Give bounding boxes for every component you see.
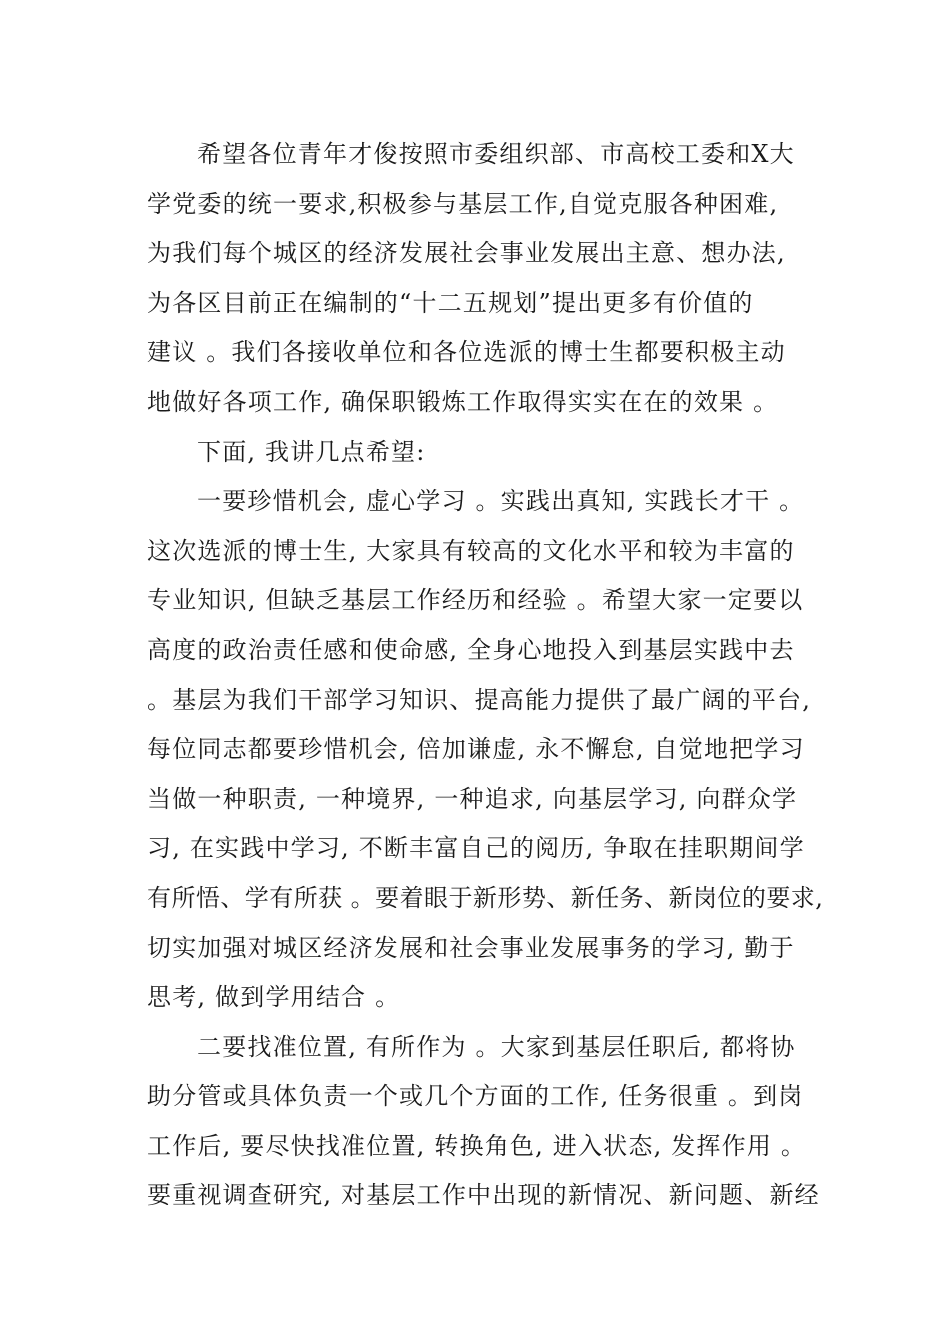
text-line: 工作后, 要尽快找准位置, 转换角色, 进入状态, 发挥作用 。: [147, 1131, 807, 1160]
text-line: 助分管或具体负责一个或几个方面的工作, 任务很重 。到岗: [147, 1082, 804, 1111]
text-line: 为我们每个城区的经济发展社会事业发展出主意、想办法,: [147, 239, 786, 268]
text-line: 二要找准位置, 有所作为 。大家到基层任职后, 都将协: [197, 1032, 796, 1061]
text-line: 高度的政治责任感和使命感, 全身心地投入到基层实践中去: [147, 635, 795, 664]
text-line: 。基层为我们干部学习知识、提高能力提供了最广阔的平台,: [147, 685, 812, 714]
text-line: 专业知识, 但缺乏基层工作经历和经验 。希望大家一定要以: [147, 586, 804, 615]
text-line: 切实加强对城区经济发展和社会事业发展事务的学习, 勤于: [147, 933, 795, 962]
text-line: 这次选派的博士生, 大家具有较高的文化水平和较为丰富的: [147, 536, 795, 565]
text-line: 为各区目前正在编制的“十二五规划”提出更多有价值的: [147, 288, 754, 317]
paragraph-point-one: [147, 477, 827, 1023]
text-line: 有所悟、学有所获 。要着眼于新形势、新任务、新岗位的要求,: [147, 883, 824, 912]
text-line: 思考, 做到学用结合 。: [147, 983, 401, 1012]
text-line: 建议 。我们各接收单位和各位选派的博士生都要积极主动: [147, 338, 786, 367]
text-line: 一要珍惜机会, 虚心学习 。实践出真知, 实践长才干 。: [197, 487, 805, 516]
text-line: 学党委的统一要求,积极参与基层工作,自觉克服各种困难,: [147, 189, 779, 218]
paragraph-point-two: [147, 1023, 827, 1221]
text-line: 地做好各项工作, 确保职锻炼工作取得实实在在的效果 。: [147, 387, 779, 416]
text-line: 希望各位青年才俊按照市委组织部、市高校工委和X大: [197, 140, 795, 168]
paragraph-hopes-intro: [147, 130, 827, 428]
text-line: 当做一种职责, 一种境界, 一种追求, 向基层学习, 向群众学: [147, 784, 798, 813]
document-body: [147, 130, 827, 1221]
text-line: 每位同志都要珍惜机会, 倍加谦虚, 永不懈怠, 自觉地把学习: [147, 735, 805, 764]
text-line: 要重视调查研究, 对基层工作中出现的新情况、新问题、新经: [147, 1181, 820, 1210]
text-line: 习, 在实践中学习, 不断丰富自己的阅历, 争取在挂职期间学: [147, 834, 805, 863]
paragraph-transition: [147, 428, 827, 478]
text-line: 下面, 我讲几点希望:: [197, 437, 426, 466]
